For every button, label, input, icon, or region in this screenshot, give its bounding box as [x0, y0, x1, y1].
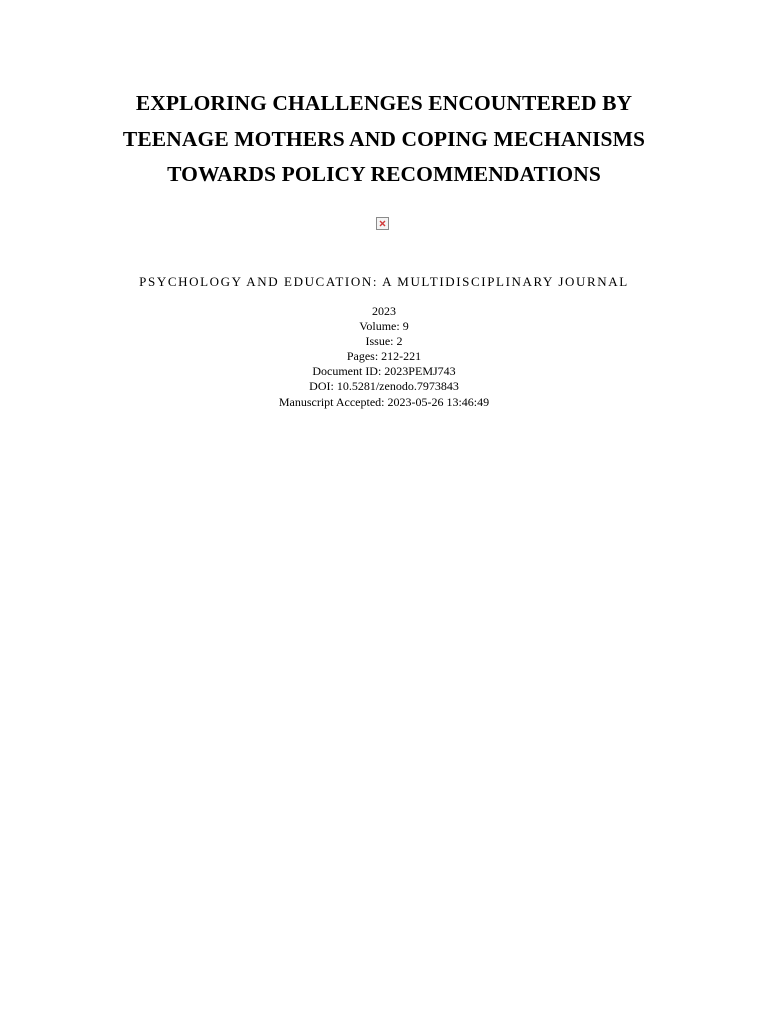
document-id: Document ID: 2023PEMJ743: [312, 364, 456, 379]
journal-name: PSYCHOLOGY AND EDUCATION: A MULTIDISCIPLINARY JOURNAL: [139, 274, 629, 289]
pages: Pages: 212-221: [346, 349, 422, 364]
issue: Issue: 2: [365, 334, 403, 349]
manuscript-accepted: Manuscript Accepted: 2023-05-26 13:46:49: [278, 394, 490, 409]
title-line: TOWARDS POLICY RECOMMENDATIONS: [167, 162, 601, 186]
title-line: EXPLORING CHALLENGES ENCOUNTERED BY: [135, 91, 633, 115]
volume: Volume: 9: [359, 319, 409, 334]
publication-metadata: [0, 304, 768, 410]
doi: DOI: 10.5281/zenodo.7973843: [309, 379, 459, 394]
publication-year: 2023: [372, 304, 396, 318]
paper-title: [0, 86, 768, 193]
broken-image-icon: [376, 217, 389, 230]
red-x-icon: [379, 220, 386, 227]
title-line: TEENAGE MOTHERS AND COPING MECHANISMS: [122, 126, 646, 151]
